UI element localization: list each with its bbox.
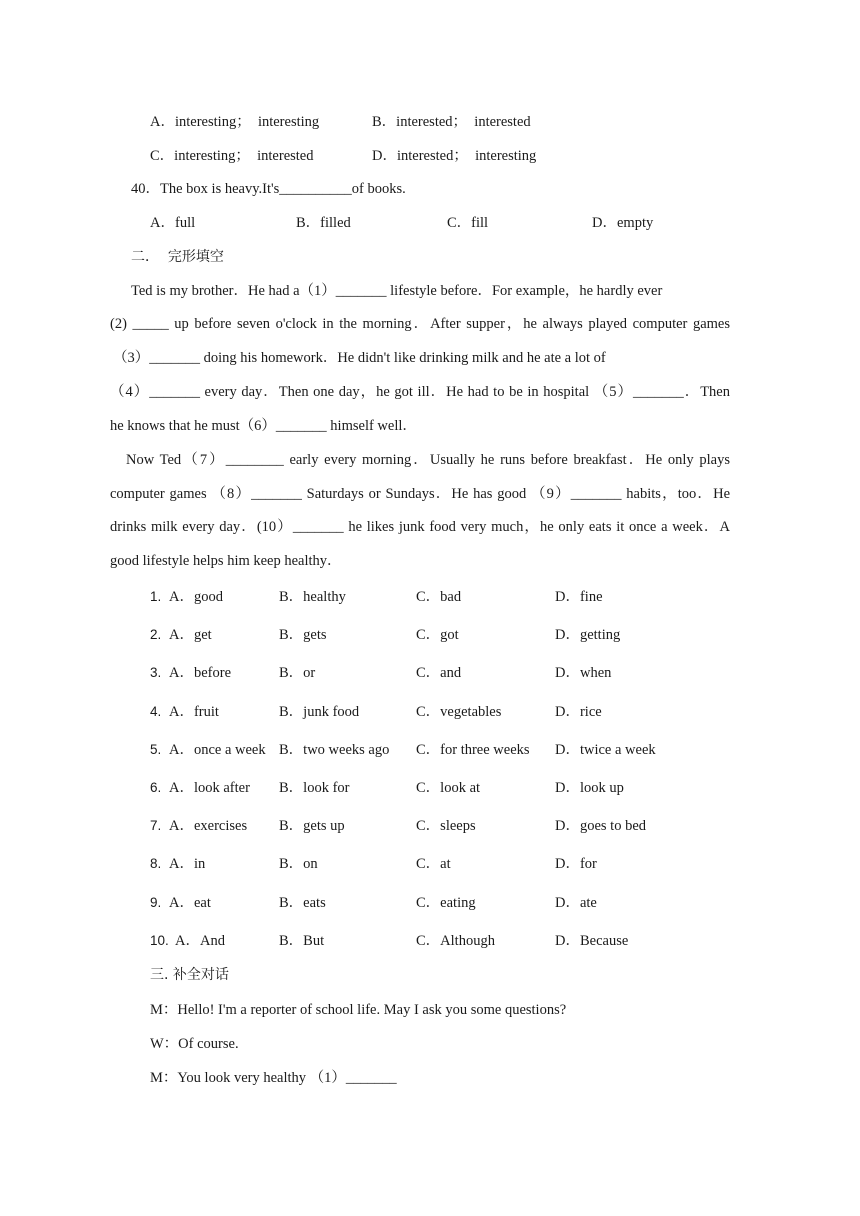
option-c: C．look at (416, 780, 481, 796)
option-a: A．once a week (169, 742, 266, 758)
option-c: C．got (416, 627, 459, 643)
option-c: C．eating (416, 895, 476, 911)
option-b: B．eats (279, 895, 326, 911)
option-a: A．look after (169, 780, 250, 796)
option-d: D．goes to bed (555, 818, 647, 834)
passage-line: he knows that he must（6）_______ himself well． (110, 418, 417, 434)
q40-option-d: D．empty (592, 215, 654, 231)
option-d: D．for (555, 856, 597, 872)
q39-option-d: D．interested； interesting (372, 148, 537, 164)
question-number: 6. (150, 780, 162, 795)
question-number: 3. (150, 665, 162, 680)
dialogue-line: W：Of course. (150, 1036, 239, 1052)
option-a: A．in (169, 856, 206, 872)
option-b: B．on (279, 856, 318, 872)
option-b: B．or (279, 665, 316, 681)
option-c: C．at (416, 856, 451, 872)
dialogue-line: M：Hello! I'm a reporter of school life. May I ask you some questions? (150, 1002, 567, 1018)
option-d: D．ate (555, 895, 597, 911)
option-d: D．fine (555, 589, 603, 605)
option-b: B．two weeks ago (279, 742, 390, 758)
passage-line: Now Ted（7）________ early every morning．Usually he runs before breakfast．He only plays (126, 452, 730, 468)
question-number: 7. (150, 818, 162, 833)
passage-line: （3）_______ doing his homework．He didn't like drinking milk and he ate a lot of (113, 350, 606, 366)
option-b: B．junk food (279, 704, 360, 720)
option-a: A．get (169, 627, 212, 643)
question-number: 4. (150, 704, 162, 719)
option-d: D．rice (555, 704, 602, 720)
q39-option-a: A．interesting； interesting (150, 114, 320, 130)
option-b: B．gets up (279, 818, 345, 834)
question-number: 5. (150, 742, 162, 757)
question-number: 1. (150, 589, 162, 604)
passage-line: (2) _____ up before seven o'clock in the morning．After supper，he always played computer games (110, 316, 730, 332)
option-c: C．and (416, 665, 462, 681)
option-d: D．getting (555, 627, 621, 643)
option-c: C．vegetables (416, 704, 502, 720)
option-d: D．look up (555, 780, 624, 796)
passage-line: drinks milk every day．(10）_______ he likes junk food very much，he only eats it once a week．A (110, 519, 730, 535)
option-c: C．sleeps (416, 818, 476, 834)
question-number: 8. (150, 856, 162, 871)
option-d: D．when (555, 665, 612, 681)
option-a: A．exercises (169, 818, 248, 834)
passage-line: （4）_______ every day．Then one day，he got ill．He had to be in hospital （5）_______．Then (110, 384, 730, 400)
question-number: 9. (150, 895, 162, 910)
option-d: D．Because (555, 933, 629, 949)
option-a: A．good (169, 589, 223, 605)
option-a: A．And (175, 933, 225, 949)
section3-heading: 三. 补全对话 (150, 967, 229, 983)
section2-heading: 二． 完形填空 (131, 249, 224, 265)
q40-stem: 40．The box is heavy.It's__________of books. (131, 181, 406, 197)
q40-option-b: B．filled (296, 215, 351, 231)
q39-option-c: C．interesting； interested (150, 148, 314, 164)
option-d: D．twice a week (555, 742, 656, 758)
option-b: B．gets (279, 627, 327, 643)
q40-option-a: A．full (150, 215, 196, 231)
option-b: B．But (279, 933, 325, 949)
q39-option-b: B．interested； interested (372, 114, 531, 130)
passage-line: good lifestyle helps him keep healthy． (110, 553, 342, 569)
option-a: A．eat (169, 895, 211, 911)
question-number: 2. (150, 627, 162, 642)
question-number: 10. (150, 933, 169, 948)
option-c: C．Although (416, 933, 495, 949)
passage-line: computer games （8）_______ Saturdays or Sundays．He has good （9）_______ habits，too．He (110, 486, 730, 502)
option-c: C．for three weeks (416, 742, 530, 758)
dialogue-line: M：You look very healthy （1）_______ (150, 1070, 397, 1086)
option-c: C．bad (416, 589, 462, 605)
option-b: B．healthy (279, 589, 346, 605)
passage-line: Ted is my brother．He had a（1）_______ lifestyle before．For example，he hardly ever (131, 283, 663, 299)
q40-option-c: C．fill (447, 215, 489, 231)
option-a: A．before (169, 665, 232, 681)
option-b: B．look for (279, 780, 350, 796)
option-a: A．fruit (169, 704, 219, 720)
